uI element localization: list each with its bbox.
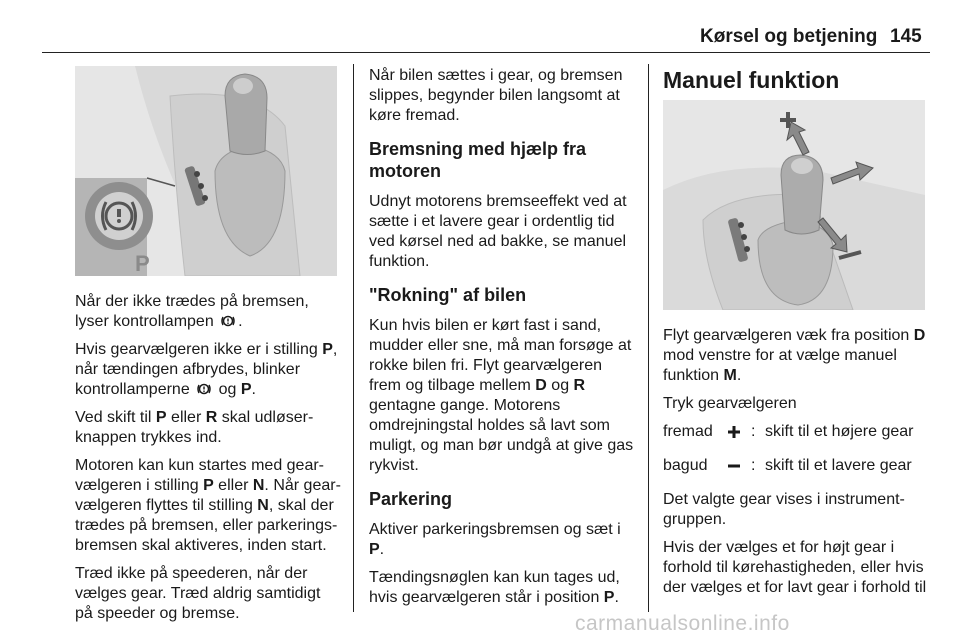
separator-colon: : — [751, 423, 756, 440]
gear-display-paragraph: Det valgte gear vises i instrument-gruppen. — [663, 491, 905, 528]
brake-warning-icon — [197, 382, 211, 396]
pedal-warning-paragraph: Træd ikke på speederen, når der vælges gear. Træd aldrig samtidigt på speeder og bremse. — [75, 565, 321, 622]
header-rule — [42, 52, 930, 53]
manual-shift-figure — [663, 100, 925, 310]
engine-start-paragraph: Motoren kan kun startes med gear-vælgeren i stilling P eller N. Når gear-vælgeren flyttes til stilling N, skal der trædes på bremsen, eller parkerings-bremsen skal aktiveres, inden start. — [75, 457, 341, 554]
engine-braking-paragraph: Udnyt motorens bremseeffekt ved at sætte i et lavere gear i ordentlig tid ved kørsel ned ad bakke, se manuel funktion. — [369, 193, 627, 270]
rocking-paragraph: Kun hvis bilen er kørt fast i sand, mudder eller sne, må man forsøge at rokke bilen fri. Flyt gearvælgeren frem og tilbage mellem D og R gentagne gange. Motorens omdrejningstal holdes så lavt som muligt, og man bør undgå at give gas rykvist. — [369, 317, 634, 474]
creep-paragraph: Når bilen sættes i gear, og bremsen slippes, begynder bilen langsomt at køre fremad. — [369, 67, 623, 124]
gear-mismatch-paragraph: Hvis der vælges et for højt gear i forhold til kørehastigheden, eller hvis der vælges et for lavt gear i forhold til — [663, 539, 927, 596]
engine-braking-heading: Bremsning med hjælp fra motoren — [369, 139, 587, 181]
brake-lamp-paragraph: Når der ikke trædes på bremsen, lyser kontrollampen . — [75, 293, 309, 330]
parking-heading: Parkering — [369, 489, 453, 509]
watermark: carmanualsonline.info — [575, 612, 790, 635]
manual-mode-title: Manuel funktion — [663, 67, 840, 93]
fig-gear-letter: P — [135, 251, 150, 276]
column-2-text — [369, 66, 635, 616]
ignition-warning-paragraph: Hvis gearvælgeren ikke er i stilling P, når tændingen afbrydes, blinker kontrollamperne og P. — [75, 341, 338, 398]
shift-up-label: fremad — [663, 423, 713, 440]
separator-colon: : — [751, 457, 756, 474]
shift-up-row — [663, 422, 933, 442]
key-removal-paragraph: Tændingsnøglen kan kun tages ud, hvis gearvælgeren står i position P. — [369, 569, 620, 606]
column-1-text — [75, 292, 341, 632]
plus-icon — [727, 425, 751, 439]
page-header-title: Kørsel og betjening — [700, 26, 878, 47]
minus-icon — [727, 459, 751, 473]
brake-warning-icon — [221, 314, 235, 328]
column-divider-1 — [353, 64, 354, 612]
shift-up-text: skift til et højere gear — [765, 423, 914, 440]
rocking-heading: "Rokning" af bilen — [369, 285, 527, 305]
parking-paragraph: Aktiver parkeringsbremsen og sæt i P. — [369, 521, 621, 558]
shift-down-text: skift til et lavere gear — [765, 457, 912, 474]
push-selector-paragraph: Tryk gearvælgeren — [663, 395, 797, 412]
column-3-body — [663, 326, 933, 606]
shift-down-label: bagud — [663, 457, 708, 474]
manual-mode-paragraph: Flyt gearvælgeren væk fra position D mod venstre for at vælge manuel funktion M. — [663, 327, 926, 384]
gear-selector-brake-indicator-figure — [75, 66, 337, 276]
shift-down-row — [663, 456, 933, 476]
column-divider-2 — [648, 64, 649, 612]
page-number: 145 — [890, 26, 922, 47]
release-button-paragraph: Ved skift til P eller R skal udløser-knappen trykkes ind. — [75, 409, 314, 446]
